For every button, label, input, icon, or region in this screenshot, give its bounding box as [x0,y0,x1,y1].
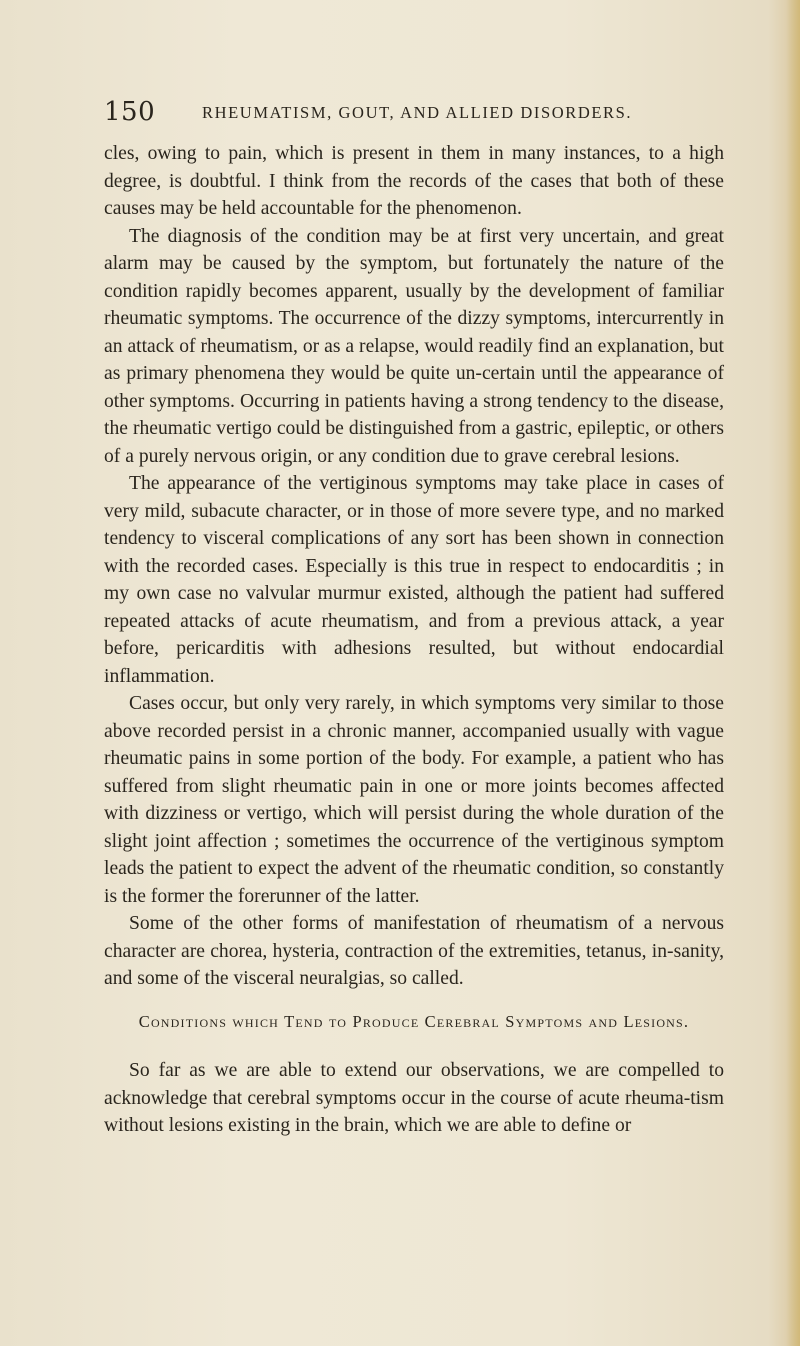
paragraph-5: Some of the other forms of manifestation of rheumatism of a nervous character are chorea, hysteria, contraction of the extremities, tetanus, in-sanity, and some of the visceral neuralgias, so called. [104,913,724,989]
paragraph-1: cles, owing to pain, which is present in them in many instances, to a high degree, is doubtful. I think from the records of the cases that both of these causes may be held accountable for the phenomenon. [104,143,724,219]
page-edge-shadow [786,0,800,1346]
paragraph-3: The appearance of the vertiginous symptoms may take place in cases of very mild, subacute character, or in those of more severe type, and no marked tendency to visceral complications of any sort has been shown in connection with the recorded cases. Especially is this true in respect to endocarditis ; in my own case no valvular murmur existed, although the patient had suffered repeated attacks of acute rheumatism, and from a previous attack, a year before, pericarditis with adhesions resulted, but without endocardial inflammation. [104,473,724,687]
paragraph-4: Cases occur, but only very rarely, in which symptoms very similar to those above recorded persist in a chronic manner, accompanied usually with vague rheumatic pains in some portion of the body. For example, a patient who has suffered from slight rheumatic pain in one or more joints becomes affected with dizziness or vertigo, which will persist during the whole duration of the slight joint affection ; sometimes the occurrence of the vertiginous symptom leads the patient to expect the advent of the rheumatic condition, so constantly is the former the forerunner of the latter. [104,693,724,907]
section-heading: Conditions which Tend to Produce Cerebral Symptoms and Lesions. [138,1011,690,1031]
paragraph-2: The diagnosis of the condition may be at first very uncertain, and great alarm may be caused by the symptom, but fortunately the nature of the condition rapidly becomes apparent, usually by the development of familiar rheumatic symptoms. The occurrence of the dizzy symptoms, intercurrently in an attack of rheumatism, or as a relapse, would readily find an explanation, but as primary phenomena they would be quite un-certain until the appearance of other symptoms. Occurring in patients having a strong tendency to the disease, the rheumatic vertigo could be distinguished from a gastric, epileptic, or others of a purely nervous origin, or any condition due to grave cerebral lesions. [104,225,724,467]
page-header [104,97,704,127]
page-number: 150 [104,97,156,127]
running-head: RHEUMATISM, GOUT, AND ALLIED DISORDERS. [202,103,633,122]
paragraph-6: So far as we are able to extend our observations, we are compelled to acknowledge that cerebral symptoms occur in the course of acute rheuma-tism without lesions existing in the brain, which we are able to define or [104,1060,724,1136]
body-text [104,140,724,1140]
